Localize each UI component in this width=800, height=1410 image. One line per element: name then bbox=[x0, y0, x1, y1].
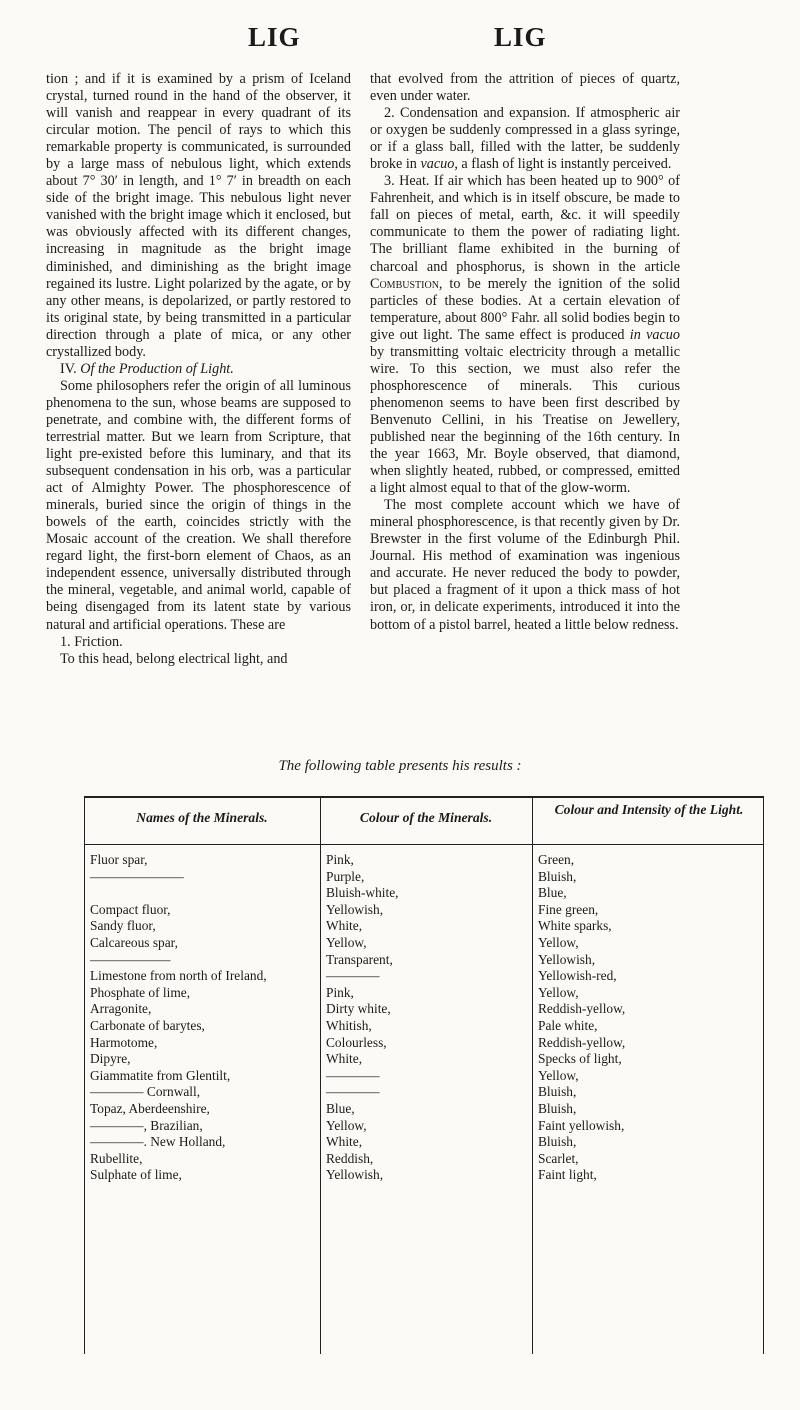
table-cell-r17-c2: Bluish, bbox=[538, 1134, 577, 1150]
table-cell-r2-c2: Blue, bbox=[538, 885, 567, 901]
table-cell-r15-c1: Blue, bbox=[326, 1101, 355, 1116]
table-cell-r18-c0: Rubellite, bbox=[90, 1150, 143, 1166]
paragraph-text: 3. Heat. If air which has been heated up to 900° of Fahrenheit, and which is in itself obscure, be made to fall on pieces of metal, earth, &c. it will speedily communicate to them the power of radiating light. The brilliant flame exhibited in the burning of charcoal and phosphorus, is shown in the article bbox=[370, 173, 680, 275]
table-cell-r14-c0: ———— Cornwall, bbox=[90, 1084, 201, 1100]
paragraph-text: tion ; and if it is examined by a prism of Iceland crystal, turned round in the hand of the observer, it will vanish and reappear in every quadrant of its circular motion. The pencil of rays to which this remarkable property is communicated, is surrounded by a large mass of nebulous light, which extends about 7° 30′ in length, and 1° 7′ in breadth on each side of the bright image. This nebulous light never vanished with the bright image which it enclosed, but was obviously affected with its different changes, increasing in magnitude as the bright image diminished, and diminishing as the bright image regained its lustre. Light polarized by the agate, or by any other means, is depolarized, or partly restored to its original state, by being transmitted in a particular direction through a plate of mica, or any other crystallized body. bbox=[46, 71, 351, 360]
table-cell-r19-c1: Yellowish, bbox=[326, 1167, 384, 1183]
paragraph bbox=[370, 71, 680, 105]
paragraph-text: The most complete account which we have of mineral phosphorescence, is that recently given by Dr. Brewster in the first volume of the Edinburgh Phil. Journal. His method of examination was ingenious and accurate. He never reduced the body to powder, but placed a fragment of it upon a thick mass of hot iron, or, in delicate experiments, introduced it into the bottom of a pistol barrel, heated a little below redness. bbox=[370, 497, 680, 633]
table-cell-r7-c0: Limestone from north of Ireland, bbox=[90, 968, 267, 984]
table-cell-r12-c2: Specks of light, bbox=[538, 1051, 622, 1067]
table-cell-r3-c2: Fine green, bbox=[538, 901, 599, 917]
paragraph bbox=[46, 71, 351, 361]
table-cell-r3-c0: Compact fluor, bbox=[90, 901, 171, 917]
table-cell-r8-c1: Pink, bbox=[326, 984, 354, 1000]
table-cell-r8-c0: Phosphate of lime, bbox=[90, 984, 191, 1000]
list-item-text: 1. Friction. bbox=[60, 633, 123, 650]
table-cell-r14-c1: ———— bbox=[326, 1084, 380, 1100]
table-cell-r11-c2: Reddish-yellow, bbox=[538, 1034, 626, 1050]
paragraph bbox=[46, 378, 351, 634]
running-header bbox=[0, 22, 800, 62]
table-cell-r17-c0: ————. New Holland, bbox=[90, 1134, 226, 1150]
table-cell-r10-c1: Whitish, bbox=[326, 1018, 372, 1033]
table-cell-r17-c1: White, bbox=[326, 1134, 363, 1150]
paragraph bbox=[370, 105, 680, 173]
table-cell-r19-c2: Faint light, bbox=[538, 1167, 597, 1183]
table-caption: The following table presents his results : bbox=[278, 758, 522, 774]
table-cell-r6-c0: —————— bbox=[90, 951, 171, 967]
table-cell-r3-c1: Yellowish, bbox=[326, 901, 384, 917]
table-cell-r1-c0: ——————— bbox=[90, 868, 184, 884]
table-divider-1 bbox=[320, 796, 321, 1354]
table-cell-r16-c2: Faint yellowish, bbox=[538, 1117, 625, 1133]
list-item bbox=[46, 634, 351, 651]
paragraph-text: Some philosophers refer the origin of all luminous phenomena to the sun, whose beams are supposed to penetrate, and combine with, the different forms of terrestrial matter. But we learn from Scripture, that light pre-existed before this luminary, and that its subsequent condensation in his orb, was a particular act of Almighty Power. The phosphorescence of minerals, buried since the origin of things in the bowels of the earth, coincides strictly with the Mosaic account of the creation. We shall therefore regard light, the first-born element of Chaos, as an independent essence, universally distributed through the mineral, vegetable, and animal world, capable of being disengaged from its latent state by various natural and artificial operations. These are bbox=[46, 377, 351, 633]
table-cell-r18-c1: Reddish, bbox=[326, 1150, 374, 1166]
table-cell-r4-c1: White, bbox=[326, 918, 363, 934]
italic-text: in vacuo bbox=[629, 326, 680, 343]
table-cell-r13-c0: Giammatite from Glentilt, bbox=[90, 1067, 231, 1083]
right-column bbox=[370, 71, 680, 634]
table-cell-r1-c2: Bluish, bbox=[538, 868, 577, 884]
table-cell-r11-c1: Colourless, bbox=[326, 1034, 387, 1050]
paragraph-text: 2. Condensation and expansion. If atmospheric air or oxygen be suddenly compressed in a glass syringe, or if a glass ball, filled with the latter, be suddenly broke in bbox=[370, 105, 680, 173]
table-cell-r8-c2: Yellow, bbox=[538, 984, 579, 1000]
italic-text: vacuo bbox=[420, 156, 455, 173]
table-cell-r11-c0: Harmotome, bbox=[90, 1034, 158, 1050]
table-cell-r7-c2: Yellowish-red, bbox=[538, 968, 617, 984]
table-header-rule bbox=[84, 844, 764, 845]
header-names: Names of the Minerals. bbox=[136, 810, 268, 825]
table-cell-r10-c2: Pale white, bbox=[538, 1018, 598, 1033]
table-top-rule-2 bbox=[84, 797, 764, 798]
table-cell-r13-c1: ———— bbox=[326, 1067, 380, 1083]
table-cell-r4-c2: White sparks, bbox=[538, 918, 612, 934]
header-light-colour: Colour and Intensity of the Light. bbox=[554, 802, 744, 817]
table-cell-r9-c0: Arragonite, bbox=[90, 1001, 152, 1017]
table-cell-r16-c1: Yellow, bbox=[326, 1117, 367, 1133]
table-cell-r7-c1: ———— bbox=[326, 968, 380, 984]
table-cell-r9-c1: Dirty white, bbox=[326, 1001, 391, 1017]
table-cell-r5-c0: Calcareous spar, bbox=[90, 935, 178, 950]
left-column bbox=[46, 71, 351, 668]
table-cell-r15-c0: Topaz, Aberdeenshire, bbox=[90, 1101, 210, 1116]
table-cell-r0-c0: Fluor spar, bbox=[90, 852, 148, 867]
table-cell-r18-c2: Scarlet, bbox=[538, 1150, 579, 1166]
table-cell-r2-c1: Bluish-white, bbox=[326, 885, 399, 901]
table-cell-r16-c0: ————, Brazilian, bbox=[90, 1117, 203, 1133]
table-cell-r9-c2: Reddish-yellow, bbox=[538, 1001, 626, 1017]
results-table bbox=[84, 796, 764, 1354]
table-cell-r6-c1: Transparent, bbox=[326, 951, 393, 967]
paragraph-text: , a flash of light is instantly perceived. bbox=[454, 156, 672, 173]
table-border-right bbox=[763, 796, 764, 1354]
section-title: Of the Production of Light. bbox=[80, 360, 234, 377]
paragraph bbox=[370, 173, 680, 497]
table-cell-r1-c1: Purple, bbox=[326, 868, 365, 884]
table-cell-r4-c0: Sandy fluor, bbox=[90, 918, 156, 934]
table-cell-r0-c1: Pink, bbox=[326, 852, 354, 867]
table-divider-2 bbox=[532, 796, 533, 1354]
table-cell-r5-c1: Yellow, bbox=[326, 935, 367, 950]
table-cell-r0-c2: Green, bbox=[538, 852, 575, 867]
paragraph-text: by transmitting voltaic electricity through a metallic wire. To this section, we must also refer the phosphorescence of minerals. This curious phenomenon seems to have been first described by Benvenuto Cellini, in his Treatise on Jewellery, published near the beginning of the 16th century. In the year 1663, Mr. Boyle observed, that diamond, when slightly heated, rubbed, or compressed, emitted a light almost equal to that of the glow-worm. bbox=[370, 343, 680, 497]
paragraph-text: that evolved from the attrition of pieces of quartz, even under water. bbox=[370, 71, 680, 105]
table-border-left bbox=[84, 796, 85, 1354]
running-head-right: LIG bbox=[494, 22, 547, 52]
table-cell-r5-c2: Yellow, bbox=[538, 935, 579, 950]
table-cell-r12-c0: Dipyre, bbox=[90, 1051, 131, 1067]
paragraph bbox=[370, 497, 680, 633]
table-cell-r12-c1: White, bbox=[326, 1051, 363, 1067]
paragraph bbox=[46, 651, 351, 668]
cross-reference: Combustion bbox=[370, 275, 439, 292]
table-cell-r6-c2: Yellowish, bbox=[538, 951, 596, 967]
table-cell-r19-c0: Sulphate of lime, bbox=[90, 1167, 182, 1183]
paragraph-text: , to be merely the ignition of the solid particles of these bodies. At a certain elevation of temperature, about 800° Fahr. all solid bodies begin to give out light. The same effect is produced bbox=[370, 275, 680, 343]
table-cell-r13-c2: Yellow, bbox=[538, 1067, 579, 1083]
section-heading bbox=[46, 361, 351, 378]
table-cell-r14-c2: Bluish, bbox=[538, 1084, 577, 1100]
paragraph-text: To this head, belong electrical light, and bbox=[60, 650, 288, 667]
table-cell-r10-c0: Carbonate of barytes, bbox=[90, 1018, 205, 1033]
header-mineral-colour: Colour of the Minerals. bbox=[359, 810, 493, 825]
running-head-left: LIG bbox=[248, 22, 301, 52]
table-cell-r15-c2: Bluish, bbox=[538, 1101, 577, 1116]
section-number: IV. bbox=[60, 360, 77, 377]
